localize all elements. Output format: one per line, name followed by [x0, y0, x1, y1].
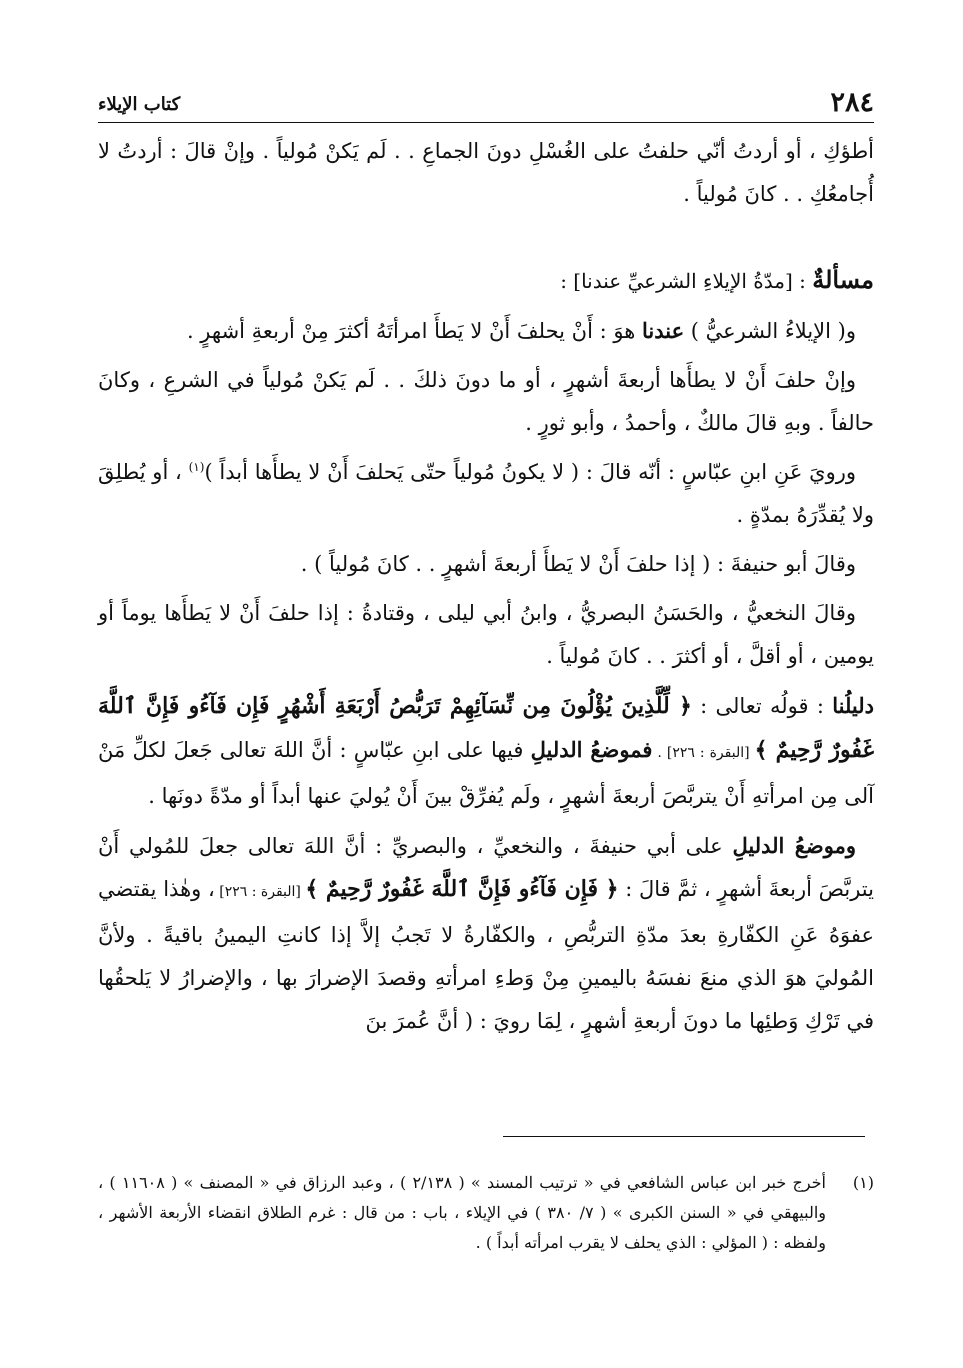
quran-reference-1: [البقرة : ٢٢٦] .	[652, 745, 755, 761]
footnote-marker: (١)	[852, 1173, 874, 1192]
definition-end: هوَ : أَنْ يحلفَ أَنْ لا يَطأَ امرأتَهُ أكثرَ مِنْ أربعةِ أشهرٍ .	[186, 319, 642, 343]
definition-emphasis: عندنا	[641, 318, 685, 343]
footnote-divider	[503, 1136, 865, 1137]
running-title: كتاب الإيلاء	[98, 94, 181, 115]
page-header	[98, 82, 874, 123]
main-text	[98, 130, 874, 1049]
footnotes	[98, 1168, 874, 1258]
footnote-reference[interactable]: (١)	[188, 460, 205, 474]
quran-verse-2: ﴿ فَإِن فَآءُو فَإِنَّ ٱللَّهَ غَفُورٌ رَّحِيمٌ ﴾	[305, 876, 619, 902]
ibn-abbas-text: ورويَ عَنِ ابنِ عبّاسٍ : أنّه قالَ : ( لا يكونُ مُولياً حتّى يَحلفَ أَنْ لا يطأَها أبداً )	[204, 460, 856, 484]
evidence-text-2b: ، وهٰذا يقتضي عفوَهُ عَنِ الكفّارةِ بعدَ مدّةِ التربُّصِ ، والكفّارةُ لا تَجبُ إلاَّ إذا كانتِ اليمينُ باقيةً . ولأنَّ المُوليَ هوَ الذي منعَ نفسَهُ باليمينِ مِنْ وَطءِ امرأتهِ وقصدَ الإضرارَ بها ، والإضرارُ لا يَلحقُها في تَرْكِ وَطئِها ما دونَ أربعةِ أشهرٍ ، لِمَا رويَ : ( أنَّ عُمرَ بنَ	[98, 877, 874, 1033]
evidence-text-2a: على أبي حنيفةَ ، والنخعيِّ ، والبصريِّ : أنَّ اللهَ تعالى جعلَ للمُولي أَنْ يتربَّصَ أربعةَ أشهرٍ ، ثمَّ قالَ :	[98, 834, 874, 901]
paragraph-1: أطؤكِ ، أو أردتُ أنّي حلفتُ على الغُسْلِ دونَ الجماعِ . . لَم يَكنْ مُولياً . وإنْ قالَ : أردتُ لا أُجامعُكِ . . كانَ مُولياً .	[98, 139, 874, 206]
quran-verse-1: ﴿ لِّلَّذِينَ يُؤْلُونَ مِن نِّسَآئِهِمْ تَرَبُّصُ أَرْبَعَةِ أَشْهُرٍ فَإِن فَآءُو فَإِنَّ ٱللَّهَ غَفُورٌ رَّحِيمٌ ﴾	[98, 693, 875, 763]
masala-heading-line	[98, 258, 874, 303]
masala-heading: مسألةٌ	[812, 265, 874, 294]
ibn-abbas-text-end: ، أو يُطلِقَ ولا يُقدِّرَهُ بمدّةٍ .	[98, 460, 874, 527]
daleel-intro: : قولُه تعالى :	[691, 694, 833, 718]
paragraph-definition	[98, 309, 874, 353]
footnote-text: أخرج خبر ابن عباس الشافعي في « ترتيب المسند » ( ٢/١٣٨ ) ، وعبد الرزاق في « المصنف » ( ١١٦٠٨ ) ، والبيهقي في « السنن الكبرى » ( ٧/ ٣٨٠ ) في الإيلاء ، باب : من قال : غرم الطلاق انقضاء الأربعة الأشهر ، ولفظه : ( المؤلي : الذي يحلف لا يقرب امرأته أبداً ) .	[98, 1173, 826, 1252]
evidence-text-1: فيها على ابنِ عبّاسٍ : أنَّ اللهَ تعالى جَعلَ لكلِّ مَنْ آلى مِن امرأتهِ أَنْ يتربَّصَ أربعةَ أشهرٍ ، ولَم يُفرِّقْ بينَ أَنْ يُوليَ عنها أبداً أو مدّةً دونَها .	[98, 738, 874, 808]
paragraph-ibn-abbas	[98, 451, 874, 537]
evidence-lead-2: وموضعُ الدليلِ	[732, 833, 856, 858]
definition-start: و( الإيلاءُ الشرعيُّ )	[684, 319, 856, 343]
page-number: ٢٨٤	[830, 87, 874, 118]
evidence-lead-1: فموضعُ الدليلِ	[530, 737, 653, 762]
paragraph-evidence-2	[98, 824, 874, 1043]
daleel-lead: دليلُنا	[832, 693, 874, 718]
paragraph-daleel	[98, 684, 874, 818]
masala-title: : [مدّةُ الإيلاءِ الشرعيِّ عندنا] :	[560, 269, 813, 293]
footnote-1	[98, 1168, 874, 1258]
paragraph-nakhai: وقالَ النخعيُّ ، والحَسَنُ البصريُّ ، وابنُ أبي ليلى ، وقتادةُ : إذا حلفَ أَنْ لا يَطأَها يوماً أو يومين ، أو أقلَّ ، أو أكثرَ . . كانَ مُولياً .	[98, 601, 874, 668]
paragraph-abu-hanifa: وقالَ أبو حنيفةَ : ( إذا حلفَ أَنْ لا يَطأَ أربعةَ أشهرٍ . . كانَ مُولياً ) .	[300, 552, 856, 576]
paragraph-3: وإنْ حلفَ أَنْ لا يطأَها أربعةَ أشهرٍ ، أو ما دونَ ذلكَ . . لَم يَكنْ مُولياً في الشرعِ ، وكانَ حالفاً . وبهِ قالَ مالكٌ ، وأحمدُ ، وأبو ثورٍ .	[98, 368, 874, 435]
quran-reference-2: [البقرة : ٢٢٦]	[214, 884, 306, 900]
